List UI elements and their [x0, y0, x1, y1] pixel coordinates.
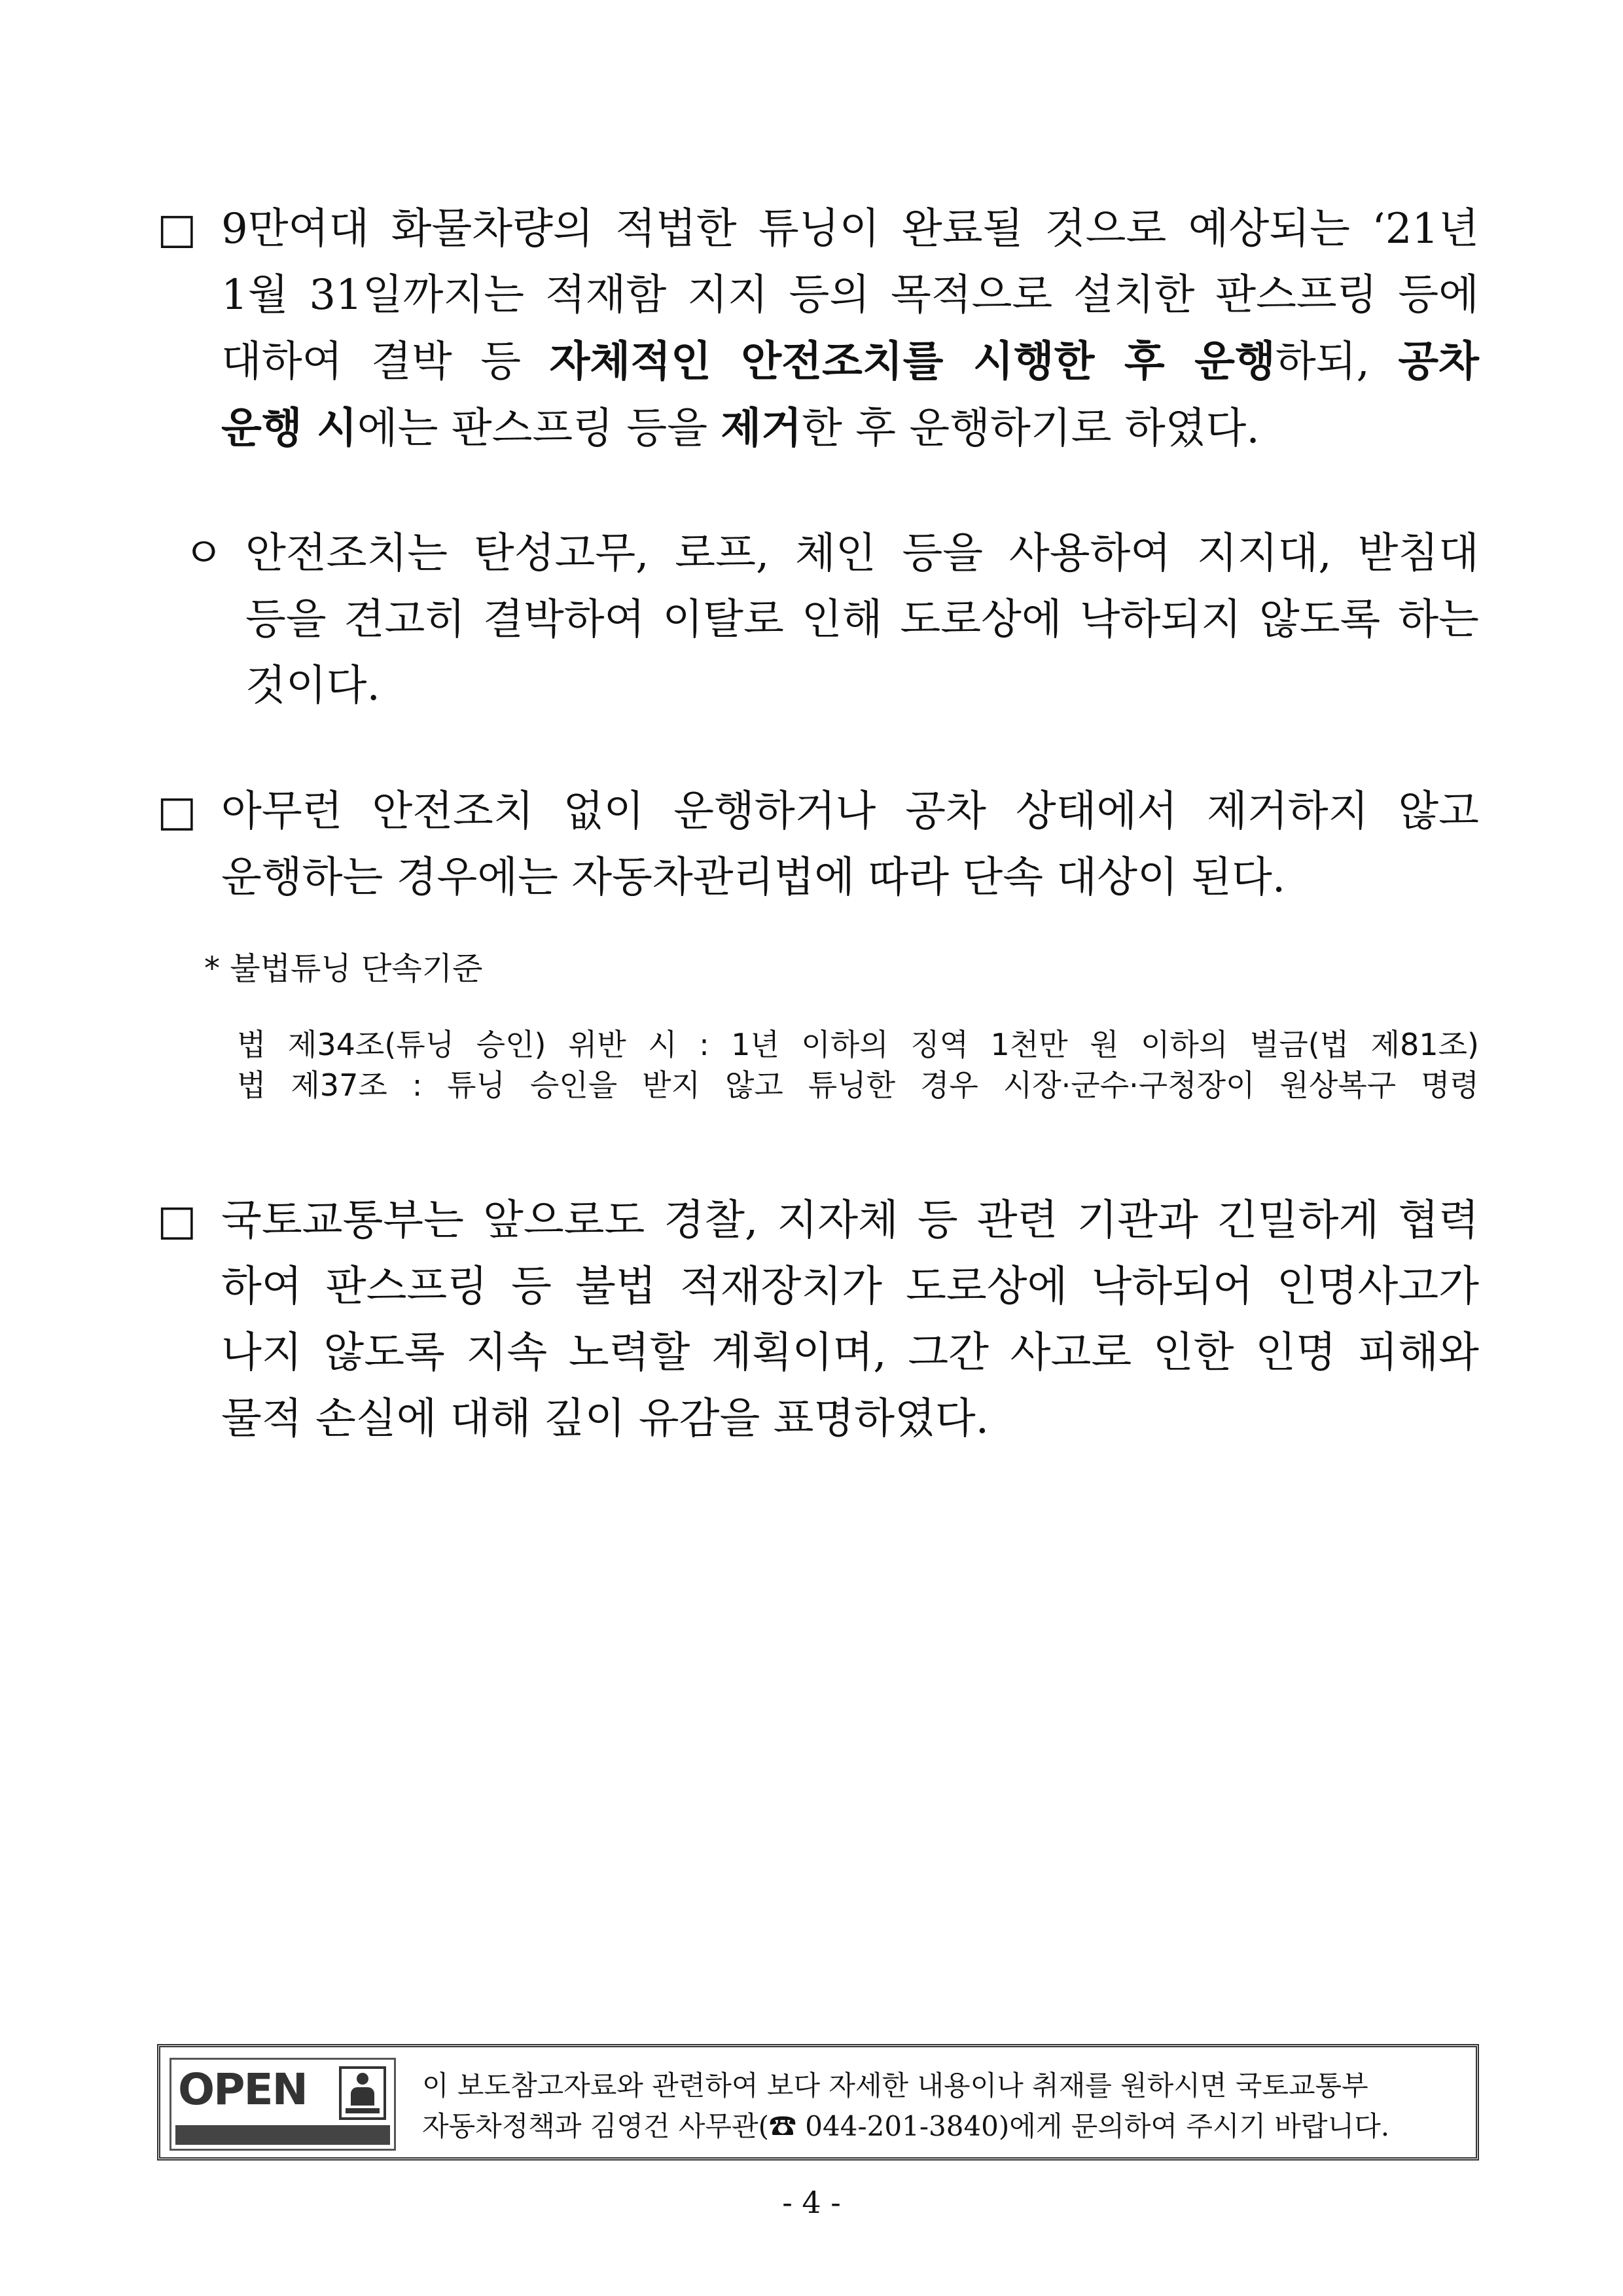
contact-text	[422, 2066, 1469, 2147]
paragraph-2-line-2: 등을 견고히 결박하여 이탈로 인해 도로상에 낙하되지 않도록 하는	[245, 596, 1479, 644]
open-license-logo	[169, 2058, 396, 2151]
paragraph-2-line-1: 안전조치는 탄성고무, 로프, 체인 등을 사용하여 지지대, 받침대	[245, 529, 1479, 578]
contact-box	[157, 2044, 1479, 2161]
person-icon	[339, 2066, 386, 2120]
paragraph-4-line-3: 나지 않도록 지속 노력할 계획이며, 그간 사고로 인한 인명 피해와	[221, 1329, 1479, 1377]
square-bullet: □	[157, 787, 197, 836]
text-run: 한 후 운행하기로 하였다.	[802, 404, 1260, 453]
paragraph-3-line-1: 아무런 안전조치 없이 운행하거나 공차 상태에서 제거하지 않고	[221, 787, 1479, 836]
paragraph-4-line-4: 물적 손실에 대해 깊이 유감을 표명하였다.	[221, 1395, 990, 1443]
paragraph-4-line-2: 하여 판스프링 등 불법 적재장치가 도로상에 낙하되어 인명사고가	[221, 1263, 1479, 1311]
paragraph-4-text	[157, 1188, 1479, 1452]
paragraph-2-line-3: 것이다.	[245, 662, 380, 710]
logo-strip	[175, 2125, 390, 2145]
text-run: 하되,	[1275, 338, 1399, 386]
text-run: 대하여 결박 등	[221, 338, 550, 386]
page-number: - 4 -	[782, 2185, 841, 2220]
note-line-1: 법 제34조(튜닝 승인) 위반 시 : 1년 이하의 징역 1천만 원 이하의 벌금(법 제81조)	[237, 1027, 1479, 1062]
paragraph-2	[157, 521, 1479, 719]
note-heading: * 불법튜닝 단속기준	[204, 950, 483, 987]
circle-bullet: ㅇ	[183, 529, 224, 578]
bold-text-run: 제거	[721, 404, 802, 453]
paragraph-2-text	[157, 521, 1479, 719]
paragraph-1-line-4	[221, 395, 1479, 462]
square-bullet: □	[157, 205, 197, 253]
contact-line-1: 이 보도참고자료와 관련하여 보다 자세한 내용이나 취재를 원하시면 국토교통부	[422, 2070, 1368, 2102]
contact-line-2: 자동차정책과 김영건 사무관(☎ 044-201-3840)에게 문의하여 주시기 바랍니다.	[422, 2110, 1390, 2142]
text-run: 에는 판스프링 등을	[357, 404, 721, 453]
paragraph-4-line-1: 국토교통부는 앞으로도 경찰, 지자체 등 관련 기관과 긴밀하게 협력	[221, 1196, 1479, 1245]
open-logo-text: OPEN	[178, 2064, 307, 2115]
paragraph-4	[157, 1188, 1479, 1452]
square-bullet: □	[157, 1196, 197, 1245]
paragraph-3	[157, 779, 1479, 911]
paragraph-1-line-2: 1월 31일까지는 적재함 지지 등의 목적으로 설치한 판스프링 등에	[221, 271, 1479, 319]
bold-text-run: 운행 시	[221, 404, 357, 453]
paragraph-1-line-3	[221, 329, 1479, 395]
paragraph-3-line-2: 운행하는 경우에는 자동차관리법에 따라 단속 대상이 된다.	[221, 853, 1286, 902]
paragraph-1	[157, 196, 1479, 462]
note-body	[237, 1024, 1479, 1105]
note-line-2: 법 제37조 : 튜닝 승인을 받지 않고 튜닝한 경우 시장·군수·구청장이 원상복구 명령	[237, 1067, 1479, 1103]
bold-text-run: 공차	[1398, 337, 1479, 386]
paragraph-3-text	[157, 779, 1479, 911]
bold-text-run: 자체적인 안전조치를 시행한 후 운행	[549, 337, 1275, 386]
paragraph-1-text	[157, 196, 1479, 462]
paragraph-1-line-1: 9만여대 화물차량의 적법한 튜닝이 완료될 것으로 예상되는 ‘21년	[221, 205, 1479, 253]
